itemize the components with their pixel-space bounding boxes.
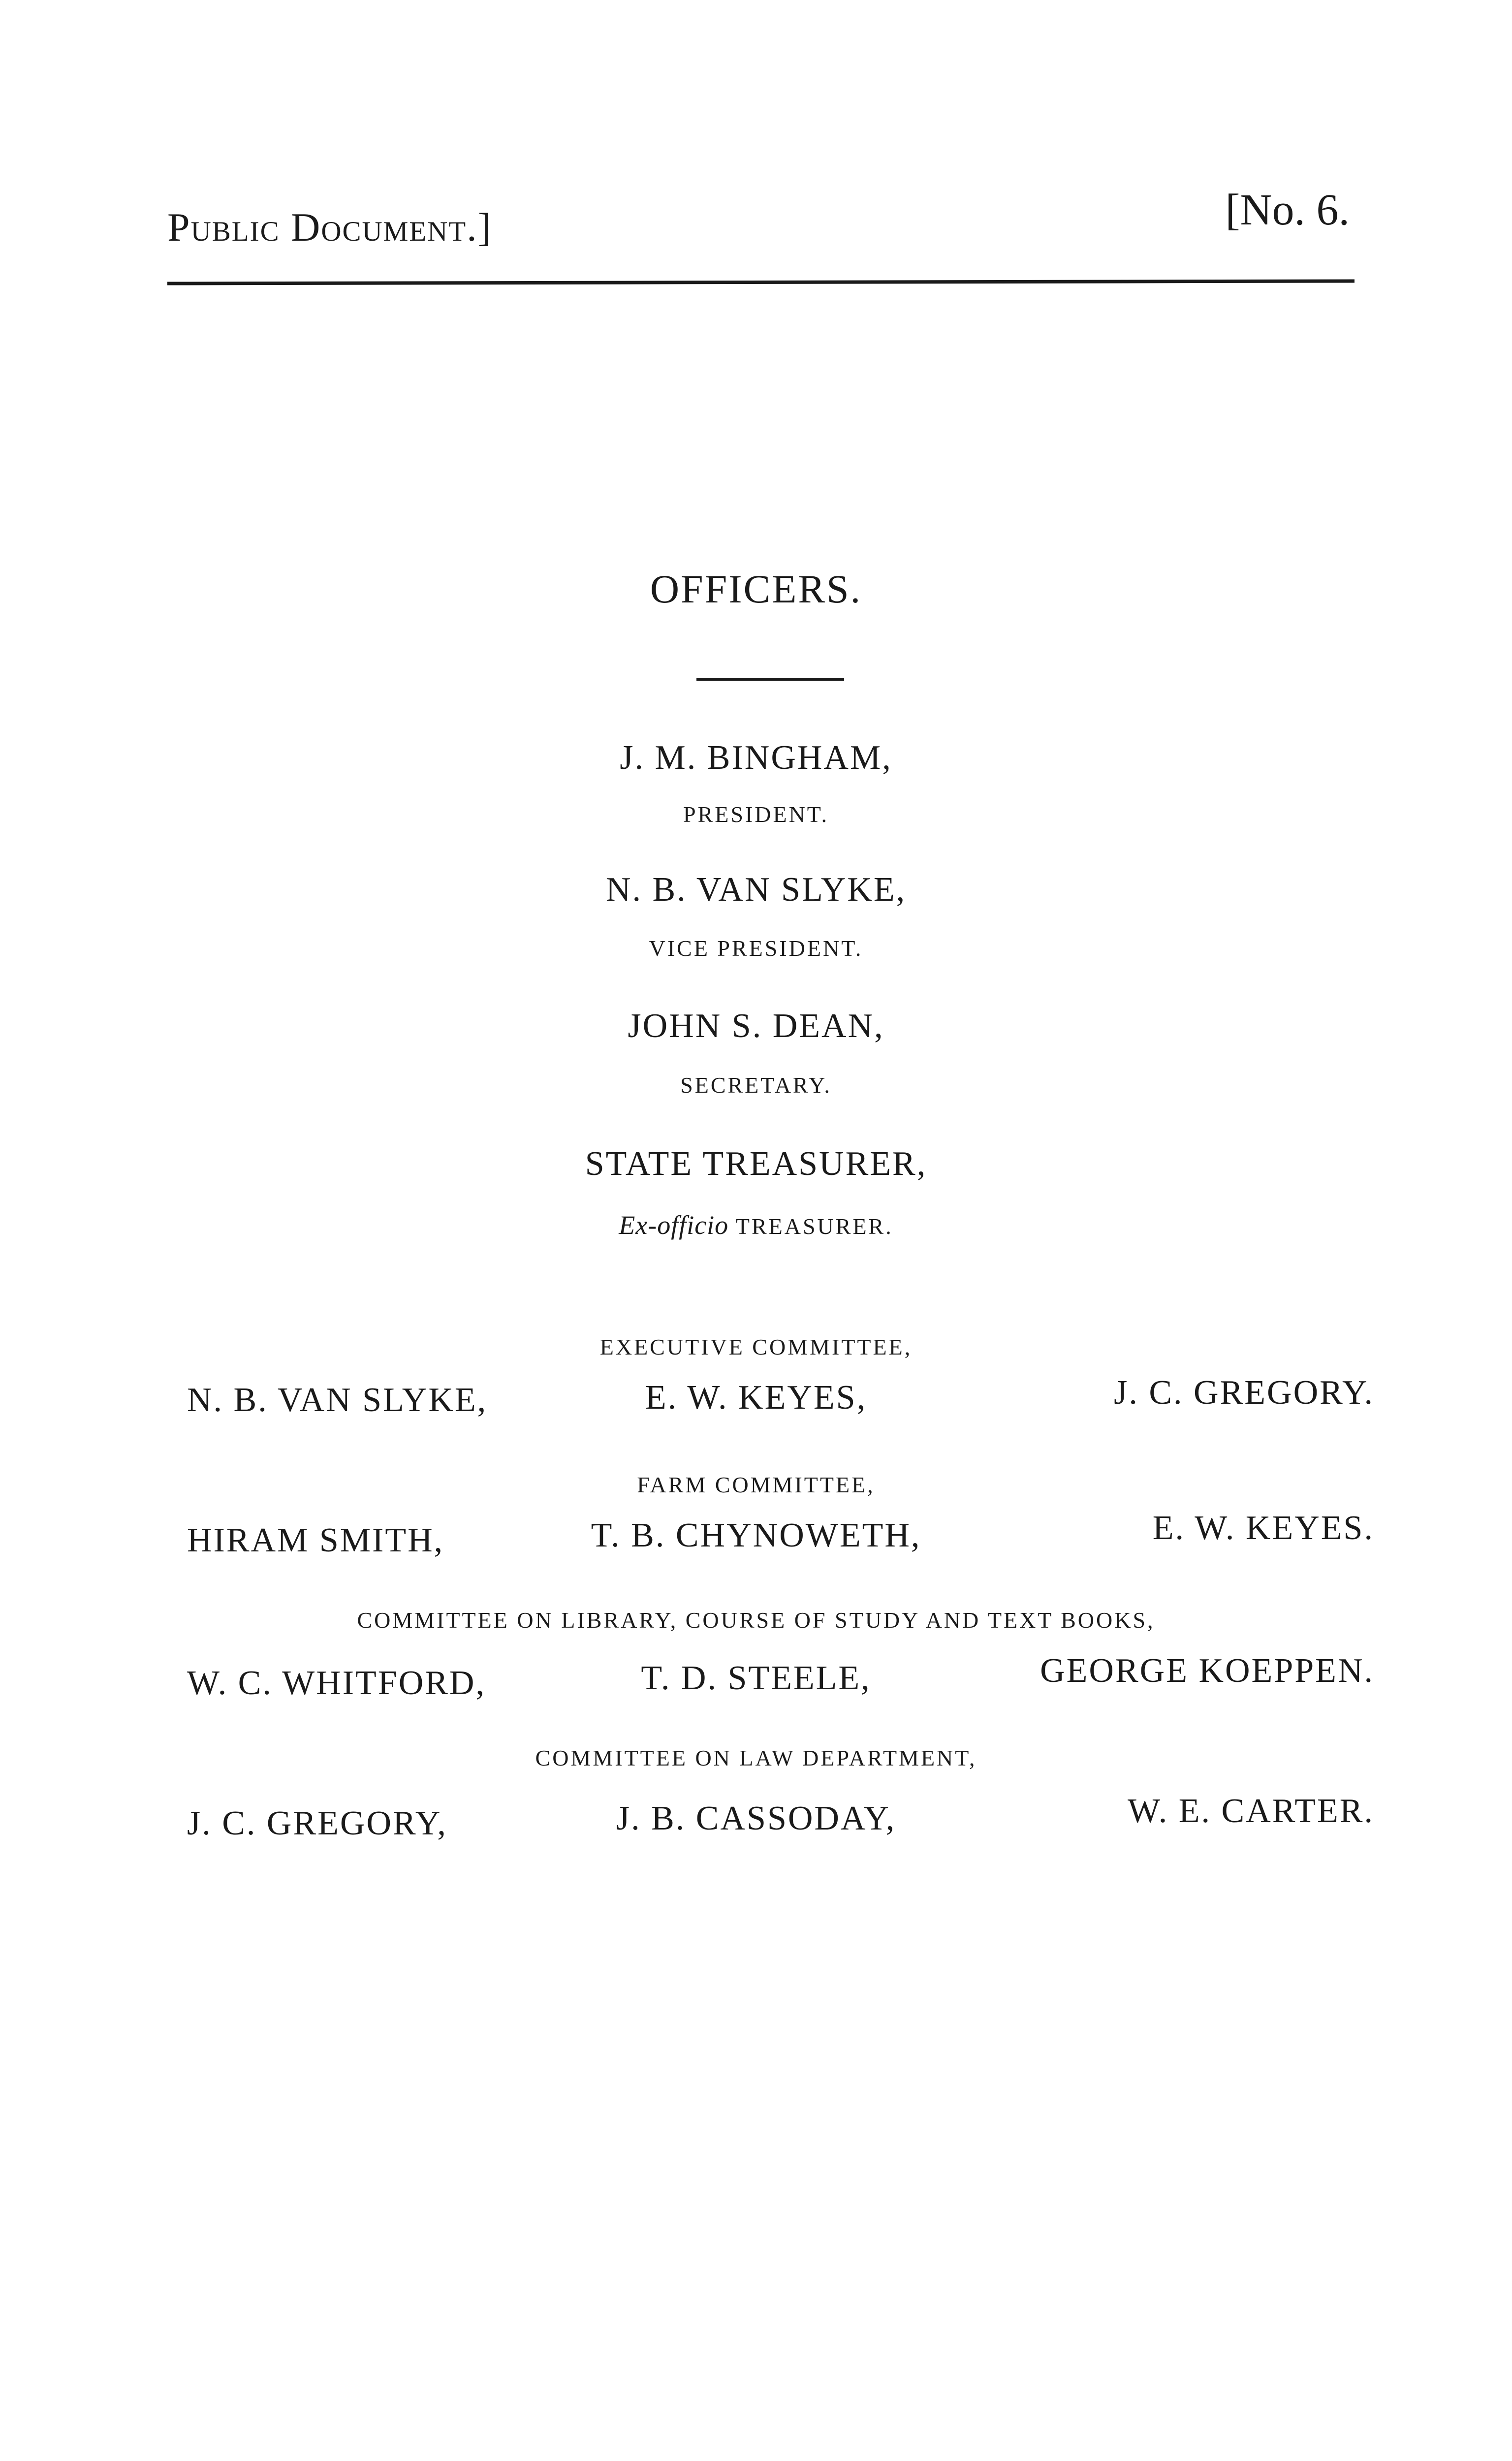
committee-member: N. B. VAN SLYKE,	[187, 1381, 488, 1419]
officer-role-treasurer	[0, 1210, 1512, 1240]
ex-officio-label: Ex-officio	[619, 1210, 729, 1240]
officer-name-president: J. M. BINGHAM,	[620, 739, 892, 777]
title-rule	[696, 678, 844, 681]
committee-member: E. W. KEYES.	[1152, 1509, 1374, 1547]
treasurer-role-label: TREASURER.	[735, 1214, 893, 1239]
committee-heading-farm: FARM COMMITTEE,	[637, 1472, 875, 1497]
officer-name-vice-president: N. B. VAN SLYKE,	[605, 871, 907, 909]
committee-member: T. B. CHYNOWETH,	[591, 1516, 921, 1554]
committee-member: T. D. STEELE,	[641, 1659, 871, 1697]
committee-member: GEORGE KOEPPEN.	[1040, 1652, 1374, 1690]
officer-name-treasurer: STATE TREASURER,	[585, 1145, 927, 1183]
committee-heading-library: COMMITTEE ON LIBRARY, COURSE OF STUDY AND TEXT BOOKS,	[357, 1608, 1155, 1633]
officer-role-president: PRESIDENT.	[683, 802, 829, 827]
document-number: [No. 6.	[1225, 186, 1350, 234]
header-rule	[167, 279, 1354, 285]
officer-role-secretary: SECRETARY.	[680, 1073, 832, 1098]
committee-member: E. W. KEYES,	[645, 1379, 867, 1417]
page-header	[167, 185, 1350, 263]
officer-name-secretary: JOHN S. DEAN,	[628, 1007, 884, 1045]
committee-member: J. C. GREGORY.	[1114, 1374, 1374, 1412]
committee-member: W. C. WHITFORD,	[187, 1664, 486, 1702]
committee-member: J. C. GREGORY,	[187, 1804, 447, 1842]
committee-heading-law: COMMITTEE ON LAW DEPARTMENT,	[535, 1745, 977, 1770]
committee-heading-executive: EXECUTIVE COMMITTEE,	[599, 1334, 913, 1359]
committee-member: J. B. CASSODAY,	[616, 1799, 896, 1837]
committee-member: W. E. CARTER.	[1128, 1792, 1374, 1830]
document-type-label: Public Document.]	[167, 205, 492, 250]
page-title: OFFICERS.	[650, 567, 862, 611]
committee-member: HIRAM SMITH,	[187, 1521, 444, 1559]
officer-role-vice-president: VICE PRESIDENT.	[649, 936, 863, 961]
